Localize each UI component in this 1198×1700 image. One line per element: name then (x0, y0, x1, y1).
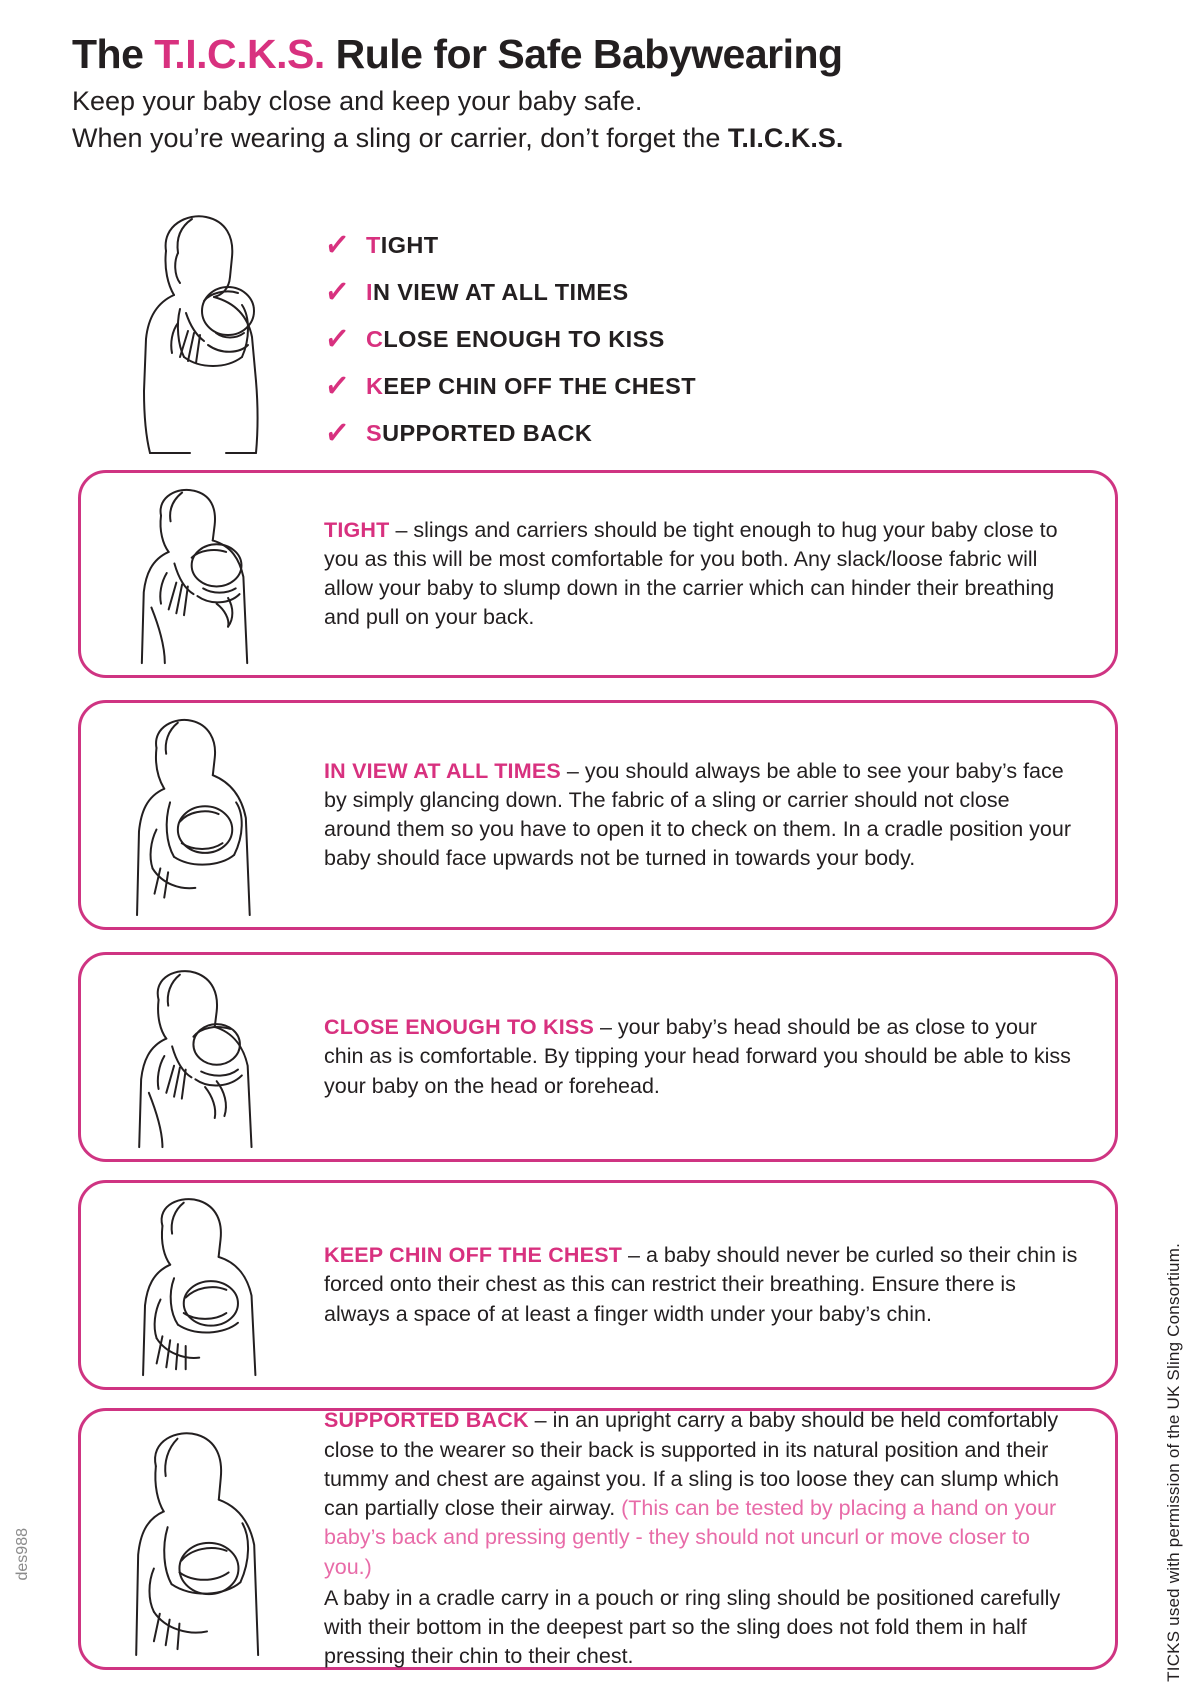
title-part1: The (72, 31, 155, 77)
title-part2: Rule for Safe Babywearing (324, 31, 843, 77)
subtitle-line-1: Keep your baby close and keep your baby safe. (72, 86, 643, 117)
card-text-keep-chin-off-chest (324, 1241, 1081, 1329)
illustration-tight (99, 483, 314, 665)
card-label-tight: TIGHT (324, 517, 390, 542)
checklist-lead-letter: I (366, 279, 373, 305)
checklist-label (366, 373, 696, 400)
figure-svg-in-view (99, 713, 314, 917)
card-text-supported-back (324, 1406, 1081, 1671)
rule-card-keep-chin-off-chest (78, 1180, 1118, 1390)
figure-svg-supported-back (99, 1421, 314, 1657)
check-icon: ✓ (323, 271, 351, 312)
figure-svg-close-enough-to-kiss (99, 965, 314, 1149)
rule-card-supported-back (78, 1408, 1118, 1670)
card-label-in-view: IN VIEW AT ALL TIMES (324, 758, 561, 783)
card-paragraph-keep-chin-off-chest: – a baby should never be curled so their chin is forced onto their chest as this can restrict their breathing. Ensure there is always a space of at least a finger width under your baby’s chin. (324, 1243, 1078, 1326)
checklist-lead-letter: C (366, 326, 384, 352)
poster-header (72, 32, 1112, 158)
figure-svg-tight (99, 483, 314, 665)
checklist-lead-letter: K (366, 373, 384, 399)
list-item (322, 363, 1022, 410)
card-text-in-view (324, 757, 1081, 874)
card-paragraph-close-enough-to-kiss: – your baby’s head should be as close to your chin as is comfortable. By tipping your head forward you should be able to kiss your baby on the head or forehead. (324, 1015, 1071, 1098)
rule-card-tight (78, 470, 1118, 678)
check-icon: ✓ (323, 412, 351, 453)
hero-figure-svg (130, 205, 310, 455)
subtitle-line-2 (72, 120, 1112, 157)
subtitle-line-2-text: When you’re wearing a sling or carrier, don’t forget the (72, 123, 728, 154)
document-code: des988 (14, 1527, 31, 1580)
check-icon: ✓ (323, 224, 351, 265)
checklist-rest: N VIEW AT ALL TIMES (372, 279, 629, 305)
checklist-lead-letter: T (366, 232, 381, 258)
title-highlight: T.I.C.K.S. (154, 31, 325, 77)
checklist-rest: LOSE ENOUGH TO KISS (383, 326, 665, 352)
card-text-tight (324, 516, 1081, 633)
card-label-supported-back: SUPPORTED BACK (324, 1408, 529, 1433)
illustration-close-enough-to-kiss (99, 965, 314, 1149)
illustration-keep-chin-off-chest (99, 1193, 314, 1377)
card-paragraph-in-view: – you should always be able to see your baby’s face by simply glancing down. The fabric of a sling or carrier should not close around them so you have to open it to check on them. In a cradle position your baby should face upwards not be turned in towards your body. (324, 758, 1071, 871)
card-paragraph-supported-back-body: – in an upright carry a baby should be held comfortably close to the wearer so their back is supported in its natural position and their tummy and chest are against you. If a sling is too loose they can slump which can partially close their airway. (324, 1408, 1059, 1521)
card-body-in-view (324, 703, 1081, 927)
ticks-checklist (322, 222, 1022, 457)
rule-card-close-enough-to-kiss (78, 952, 1118, 1162)
checklist-lead-letter: S (366, 420, 383, 446)
card-paragraph-supported-back-1 (324, 1406, 1081, 1581)
page-title (72, 32, 1112, 77)
checklist-label (366, 232, 439, 259)
hero-illustration-babywearing (130, 205, 310, 455)
checklist-label (366, 279, 629, 306)
card-paragraph-supported-back-2: A baby in a cradle carry in a pouch or ring sling should be positioned carefully with their bottom in the deepest part so the sling does not fold them in half pressing their chin to their chest. (324, 1585, 1061, 1669)
card-paragraph-tight: – slings and carriers should be tight enough to hug your baby close to you as this will be most comfortable for you both. Any slack/loose fabric will allow your baby to slump down in the carrier which can hinder their breathing and pull on your back. (324, 517, 1058, 630)
check-icon: ✓ (323, 318, 351, 359)
illustration-supported-back (99, 1421, 314, 1657)
checklist-rest: UPPORTED BACK (382, 420, 593, 446)
list-item (322, 410, 1022, 457)
checklist-label (366, 326, 665, 353)
permission-note: TICKS used with permission of the UK Sling Consortium. (1164, 1243, 1183, 1682)
card-body-supported-back (324, 1408, 1081, 1669)
card-label-close-enough-to-kiss: CLOSE ENOUGH TO KISS (324, 1015, 594, 1040)
subtitle-line-2-strong: T.I.C.K.S. (727, 123, 844, 154)
list-item (322, 269, 1022, 316)
card-note-supported-back: (This can be tested by placing a hand on your baby’s back and pressing gently - they should not uncurl or move closer to you.) (324, 1496, 1057, 1579)
rule-card-in-view (78, 700, 1118, 930)
checklist-label (366, 420, 592, 447)
figure-svg-keep-chin-off-chest (99, 1193, 314, 1377)
list-item (322, 316, 1022, 363)
list-item (322, 222, 1022, 269)
check-icon: ✓ (323, 365, 351, 406)
card-body-close-enough-to-kiss (324, 955, 1081, 1159)
illustration-in-view (99, 713, 314, 917)
card-text-close-enough-to-kiss (324, 1013, 1081, 1101)
card-body-keep-chin-off-chest (324, 1183, 1081, 1387)
checklist-rest: EEP CHIN OFF THE CHEST (383, 373, 696, 399)
card-label-keep-chin-off-chest: KEEP CHIN OFF THE CHEST (324, 1243, 623, 1268)
checklist-rest: IGHT (380, 232, 439, 258)
card-body-tight (324, 473, 1081, 675)
